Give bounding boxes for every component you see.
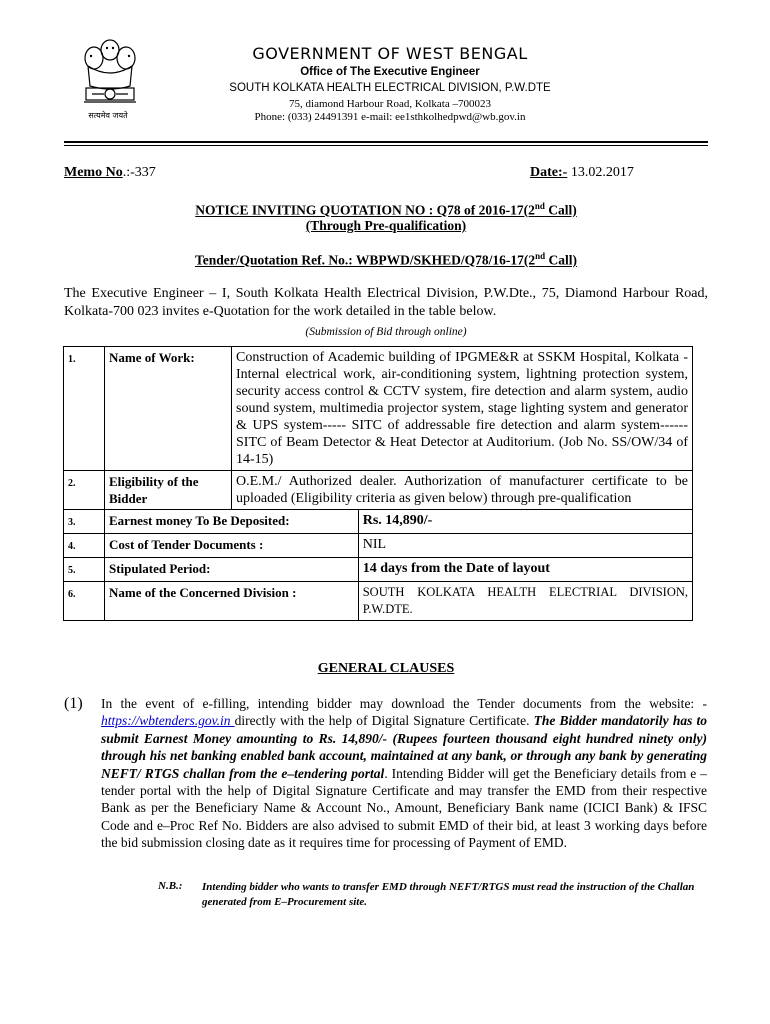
row-value: O.E.M./ Authorized dealer. Authorization of manufacturer certificate to be uploaded (Eligibility criteria as given below) through pre-qualification xyxy=(232,471,693,510)
office-contact: Phone: (033) 24491391 e-mail: ee1sthkolhedpwd@wb.gov.in xyxy=(254,111,526,123)
table-row xyxy=(64,347,693,471)
wbtenders-link[interactable]: https://wbtenders.gov.in xyxy=(101,713,235,729)
notice-title: NOTICE INVITING QUOTATION NO : Q78 of 2016-17(2nd Call) xyxy=(195,201,577,218)
row-number: 4. xyxy=(64,534,105,558)
intro-paragraph: The Executive Engineer – I, South Kolkata Health Electrical Division, P.W.Dte., 75, Diamond Harbour Road, Kolkata-700 023 invites e-Quotation for the work detailed in the table below. xyxy=(64,286,708,319)
memo-date xyxy=(530,165,634,181)
row-label: Eligibility of the Bidder xyxy=(105,471,232,510)
office-address: 75, diamond Harbour Road, Kolkata –700023 xyxy=(289,98,491,110)
prequalification-subtitle: (Through Pre-qualification) xyxy=(305,218,467,233)
header-rule-thick xyxy=(64,141,708,143)
emd-instruction: The Bidder mandatorily has to submit Earnest Money amounting to Rs. 14,890/- (Rupees fourteen thousand eight hundred ninety only) through his net banking enabled bank account, maintained at any bank, or through any bank by generating NEFT/ RTGS challan from the e–tendering portal xyxy=(101,713,707,781)
row-label: Cost of Tender Documents : xyxy=(105,534,359,558)
memo-number xyxy=(64,165,156,181)
nb-label: N.B.: xyxy=(158,880,183,892)
date-label: Date:- xyxy=(530,165,568,180)
division-title: SOUTH KOLKATA HEALTH ELECTRICAL DIVISION, P.W.DTE xyxy=(229,82,551,94)
row-label: Name of Work: xyxy=(105,347,232,471)
date-value: 13.02.2017 xyxy=(567,165,634,180)
table-row xyxy=(64,582,693,621)
tender-reference: Tender/Quotation Ref. No.: WBPWD/SKHED/Q78/16-17(2nd Call) xyxy=(194,251,578,268)
row-number: 1. xyxy=(64,347,105,471)
table-row xyxy=(64,558,693,582)
nb-note: Intending bidder who wants to transfer EMD through NEFT/RTGS must read the instruction of the Challan generated from E–Procurement site. xyxy=(202,881,695,908)
row-number: 3. xyxy=(64,510,105,534)
table-row xyxy=(64,510,693,534)
memo-label: Memo No xyxy=(64,165,123,180)
row-number: 2. xyxy=(64,471,105,510)
row-label: Earnest money To Be Deposited: xyxy=(105,510,359,534)
table-row xyxy=(64,534,693,558)
general-clauses-heading: GENERAL CLAUSES xyxy=(317,661,455,676)
row-value: Construction of Academic building of IPGME&R at SSKM Hospital, Kolkata - Internal electrical work, air-conditioning system, lightning protection system, security access control & CCTV system, fire detection and alarm system, audio sound system, multimedia projector system, stage lighting system and generator & UPS system----- SITC of addressable fire detection and alarm system------ SITC of Beam Detector & Heat Detector at Auditorium. (Job No. SS/OW/34 of 14-15) xyxy=(232,347,693,471)
row-number: 6. xyxy=(64,582,105,621)
row-label: Name of the Concerned Division : xyxy=(105,582,359,621)
office-title: Office of The Executive Engineer xyxy=(300,66,480,78)
row-value: SOUTH KOLKATA HEALTH ELECTRIAL DIVISION, P.W.DTE. xyxy=(358,582,692,621)
row-label: Stipulated Period: xyxy=(105,558,359,582)
row-number: 5. xyxy=(64,558,105,582)
memo-value: .:-337 xyxy=(122,165,156,180)
header-rule-thin xyxy=(64,145,708,146)
submission-note: (Submission of Bid through online) xyxy=(305,326,467,338)
row-value: NIL xyxy=(358,534,692,558)
emblem-motto: सत्यमेव जयते xyxy=(88,111,128,120)
row-value: Rs. 14,890/- xyxy=(358,510,692,534)
clause-number: (1) xyxy=(64,695,83,712)
table-row xyxy=(64,471,693,510)
clause-paragraph: In the event of e-filling, intending bidder may download the Tender documents from the website: - https://wbtenders.gov.in directly with the help of Digital Signature Certificate. The Bidder mandatorily has to submit Earnest Money amounting to Rs. 14,890/- (Rupees fourteen thousand eight hundred ninety only) through his net banking enabled bank account, maintained at any bank, or through any bank by generating NEFT/ RTGS challan from the e–tendering portal. Intending Bidder will get the Beneficiary details from e – tender portal with the help of Digital Signature Certificate and may transfer the EMD from their respective Bank as per the Beneficiary Name & Account No., Amount, Beneficiary Bank name (ICICI Bank) & IFSC Code and e–Proc Ref No. Bidders are also advised to submit EMD of their bid, at least 3 working days before the bid submission closing date as it requires time for processing of Payment of EMD. xyxy=(101,696,707,851)
row-value: 14 days from the Date of layout xyxy=(358,558,692,582)
tender-details-table xyxy=(63,346,693,621)
government-title: GOVERNMENT OF WEST BENGAL xyxy=(252,44,528,63)
